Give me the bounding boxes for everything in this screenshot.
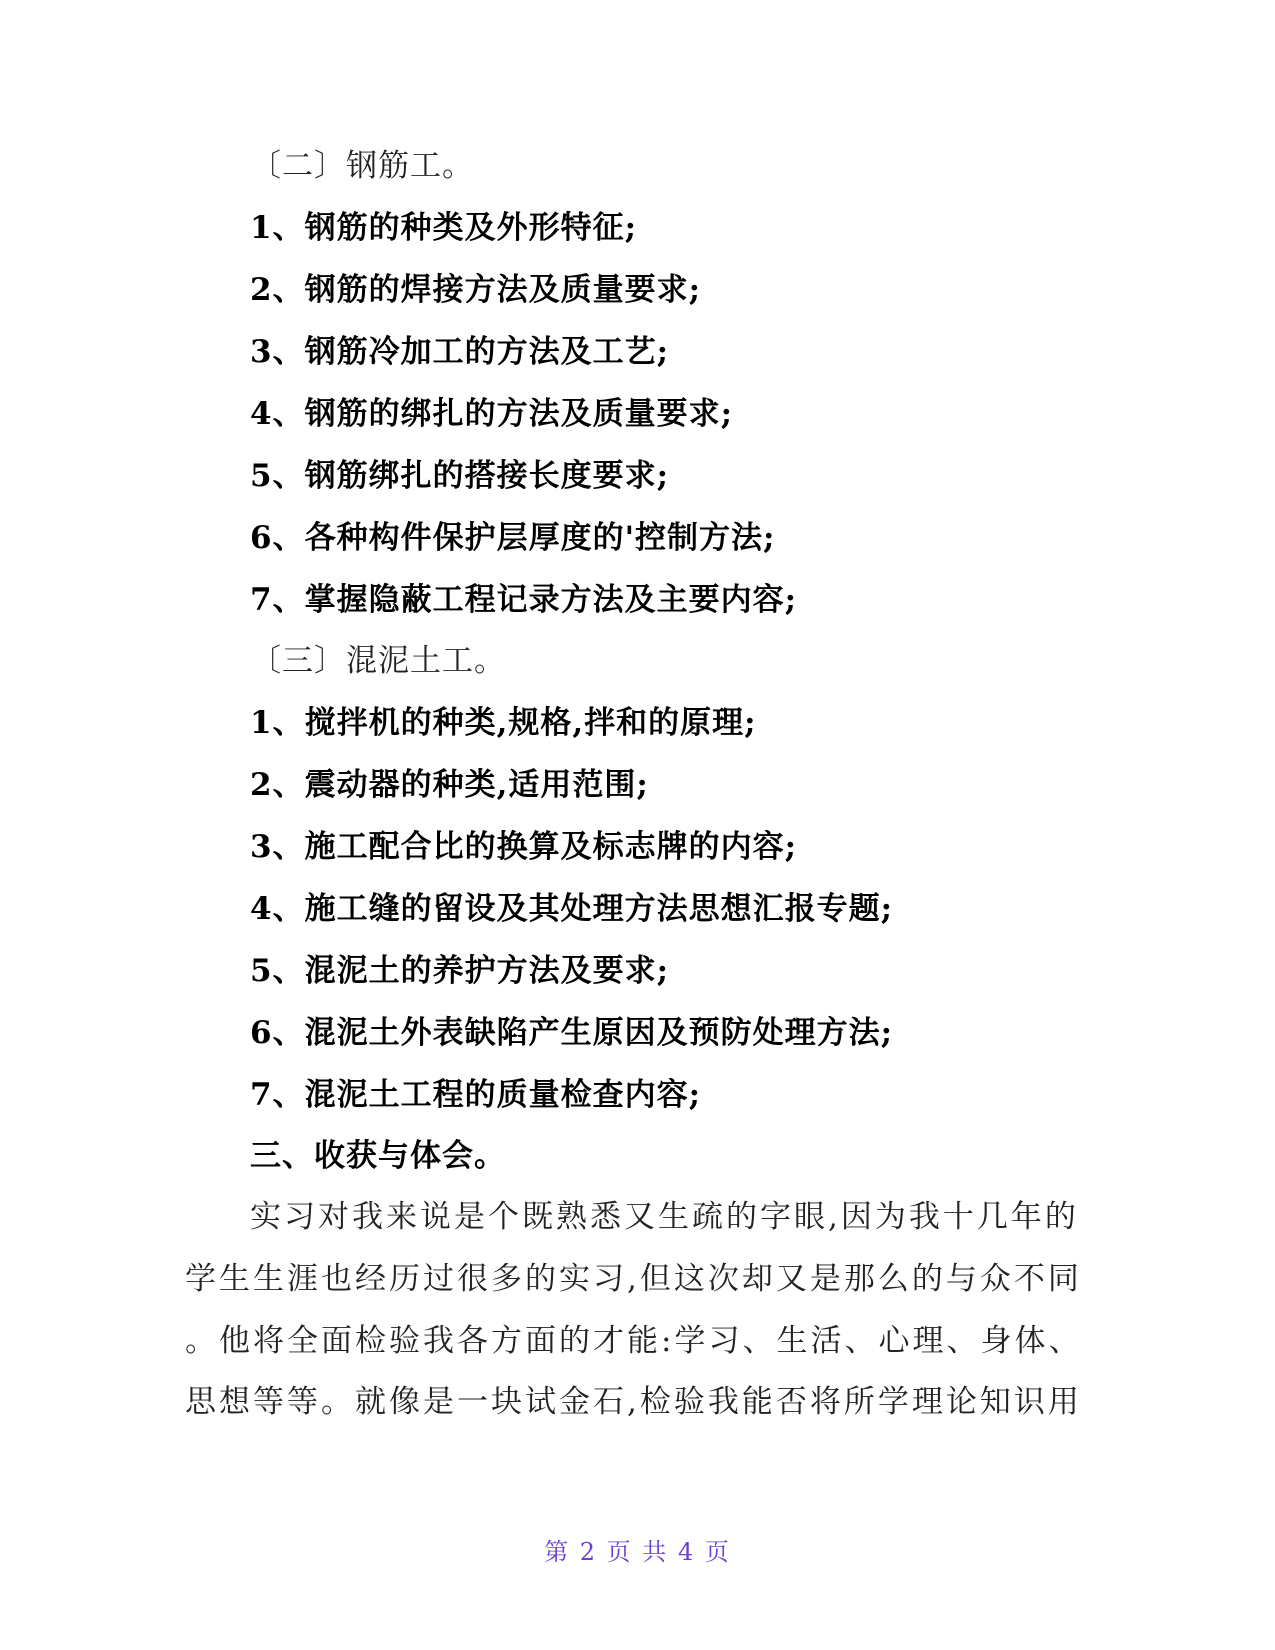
section-3-heading: 〔三〕混泥土工。 [250,643,506,679]
section-2-item: 7、掌握隐蔽工程记录方法及主要内容; [250,582,798,618]
section-3-item: 4、施工缝的留设及其处理方法思想汇报专题; [250,891,894,927]
harvest-paragraph-line: 实习对我来说是个既熟悉又生疏的字眼,因为我十几年的 [250,1199,1079,1235]
section-2-item: 2、钢筋的焊接方法及质量要求; [250,272,702,308]
harvest-heading: 三、收获与体会。 [250,1138,506,1174]
section-3-item: 5、混泥土的养护方法及要求; [250,953,670,989]
section-2-item: 4、钢筋的绑扎的方法及质量要求; [250,396,734,432]
section-2-heading: 〔二〕钢筋工。 [250,148,474,184]
page-number-footer: 第 2 页 共 4 页 [544,1538,731,1566]
section-3-item: 3、施工配合比的换算及标志牌的内容; [250,829,798,865]
section-2-item: 5、钢筋绑扎的搭接长度要求; [250,458,670,494]
harvest-paragraph-line: 学生生涯也经历过很多的实习,但这次却又是那么的与众不同 [185,1261,1082,1297]
section-3-item: 2、震动器的种类,适用范围; [250,767,649,803]
section-3-item: 7、混泥土工程的质量检查内容; [250,1077,702,1113]
section-3-item: 1、搅拌机的种类,规格,拌和的原理; [250,705,757,741]
section-3-item: 6、混泥土外表缺陷产生原因及预防处理方法; [250,1015,894,1051]
section-2-item: 1、钢筋的种类及外形特征; [250,210,638,246]
section-2-item: 6、各种构件保护层厚度的'控制方法; [250,520,776,556]
harvest-paragraph-line: 。他将全面检验我各方面的才能:学习、生活、心理、身体、 [185,1323,1083,1359]
section-2-item: 3、钢筋冷加工的方法及工艺; [250,334,670,370]
harvest-paragraph-line: 思想等等。就像是一块试金石,检验我能否将所学理论知识用 [185,1384,1082,1420]
